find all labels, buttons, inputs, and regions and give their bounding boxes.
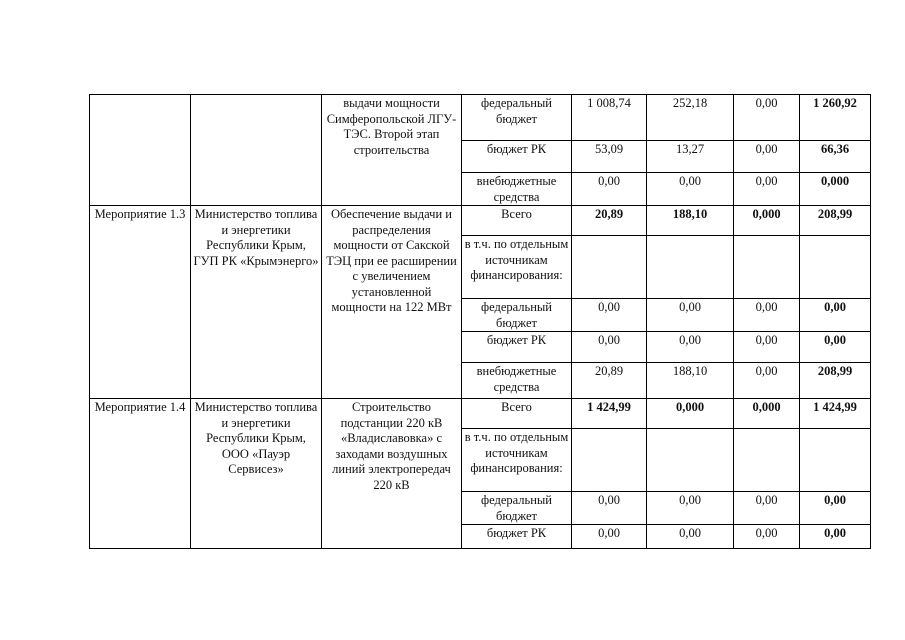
value-cell: 1 424,99	[572, 399, 647, 429]
table-row	[90, 95, 871, 141]
total-cell: 0,000	[800, 173, 871, 206]
value-cell: 0,00	[647, 299, 734, 332]
value-cell-empty	[647, 429, 734, 492]
value-cell: 0,00	[734, 525, 800, 549]
funding-source: федеральный бюджет	[462, 95, 572, 141]
value-cell-empty	[647, 236, 734, 299]
event-description: выдачи мощности Симферопольской ЛГУ-ТЭС. Второй этап строительства	[322, 95, 462, 206]
value-cell: 20,89	[572, 363, 647, 399]
funding-source: бюджет РК	[462, 332, 572, 363]
total-cell: 208,99	[800, 206, 871, 236]
funding-source: федеральный бюджет	[462, 492, 572, 525]
value-cell: 0,00	[734, 173, 800, 206]
funding-source: внебюджетные средства	[462, 173, 572, 206]
value-cell: 0,00	[572, 525, 647, 549]
value-cell: 0,00	[572, 332, 647, 363]
funding-source: бюджет РК	[462, 525, 572, 549]
value-cell-empty	[572, 429, 647, 492]
value-cell: 0,000	[734, 206, 800, 236]
table-row	[90, 399, 871, 429]
value-cell: 188,10	[647, 206, 734, 236]
event-description: Обеспечение выдачи и распределения мощности от Сакской ТЭЦ при ее расширении с увеличением установленной мощности на 122 МВт	[322, 206, 462, 399]
funding-source: Всего	[462, 399, 572, 429]
event-description: Строительство подстанции 220 кВ «Владиславовка» с заходами воздушных линий электропередач 220 кВ	[322, 399, 462, 549]
value-cell-empty	[734, 429, 800, 492]
executor-cell: Министерство топлива и энергетики Республики Крым, ООО «Пауэр Сервисез»	[191, 399, 322, 549]
value-cell: 0,00	[572, 492, 647, 525]
total-cell: 0,00	[800, 525, 871, 549]
value-cell: 0,00	[647, 173, 734, 206]
value-cell-empty	[734, 236, 800, 299]
measure-cell-empty	[90, 95, 191, 206]
funding-source: в т.ч. по отдельным источникам финансирования:	[462, 429, 572, 492]
value-cell: 0,00	[572, 173, 647, 206]
value-cell: 0,000	[734, 399, 800, 429]
value-cell: 0,00	[647, 525, 734, 549]
total-cell: 1 424,99	[800, 399, 871, 429]
value-cell: 13,27	[647, 141, 734, 173]
total-cell: 0,00	[800, 492, 871, 525]
value-cell: 0,00	[734, 299, 800, 332]
value-cell: 0,000	[647, 399, 734, 429]
value-cell: 0,00	[647, 332, 734, 363]
funding-source: в т.ч. по отдельным источникам финансирования:	[462, 236, 572, 299]
value-cell: 0,00	[734, 95, 800, 141]
table-row	[90, 206, 871, 236]
total-cell: 0,00	[800, 332, 871, 363]
measure-label: Мероприятие 1.4	[90, 399, 191, 549]
funding-source: внебюджетные средства	[462, 363, 572, 399]
value-cell: 0,00	[647, 492, 734, 525]
executor-cell-empty	[191, 95, 322, 206]
funding-source: Всего	[462, 206, 572, 236]
financing-table	[89, 94, 871, 549]
total-cell: 1 260,92	[800, 95, 871, 141]
value-cell: 20,89	[572, 206, 647, 236]
value-cell: 0,00	[734, 363, 800, 399]
total-cell: 0,00	[800, 299, 871, 332]
funding-source: федеральный бюджет	[462, 299, 572, 332]
total-cell-empty	[800, 429, 871, 492]
value-cell: 0,00	[734, 332, 800, 363]
value-cell: 252,18	[647, 95, 734, 141]
total-cell-empty	[800, 236, 871, 299]
funding-source: бюджет РК	[462, 141, 572, 173]
total-cell: 66,36	[800, 141, 871, 173]
value-cell: 0,00	[734, 141, 800, 173]
total-cell: 208,99	[800, 363, 871, 399]
executor-cell: Министерство топлива и энергетики Республики Крым, ГУП РК «Крымэнерго»	[191, 206, 322, 399]
value-cell: 53,09	[572, 141, 647, 173]
value-cell: 0,00	[572, 299, 647, 332]
value-cell: 0,00	[734, 492, 800, 525]
value-cell: 188,10	[647, 363, 734, 399]
measure-label: Мероприятие 1.3	[90, 206, 191, 399]
value-cell: 1 008,74	[572, 95, 647, 141]
value-cell-empty	[572, 236, 647, 299]
